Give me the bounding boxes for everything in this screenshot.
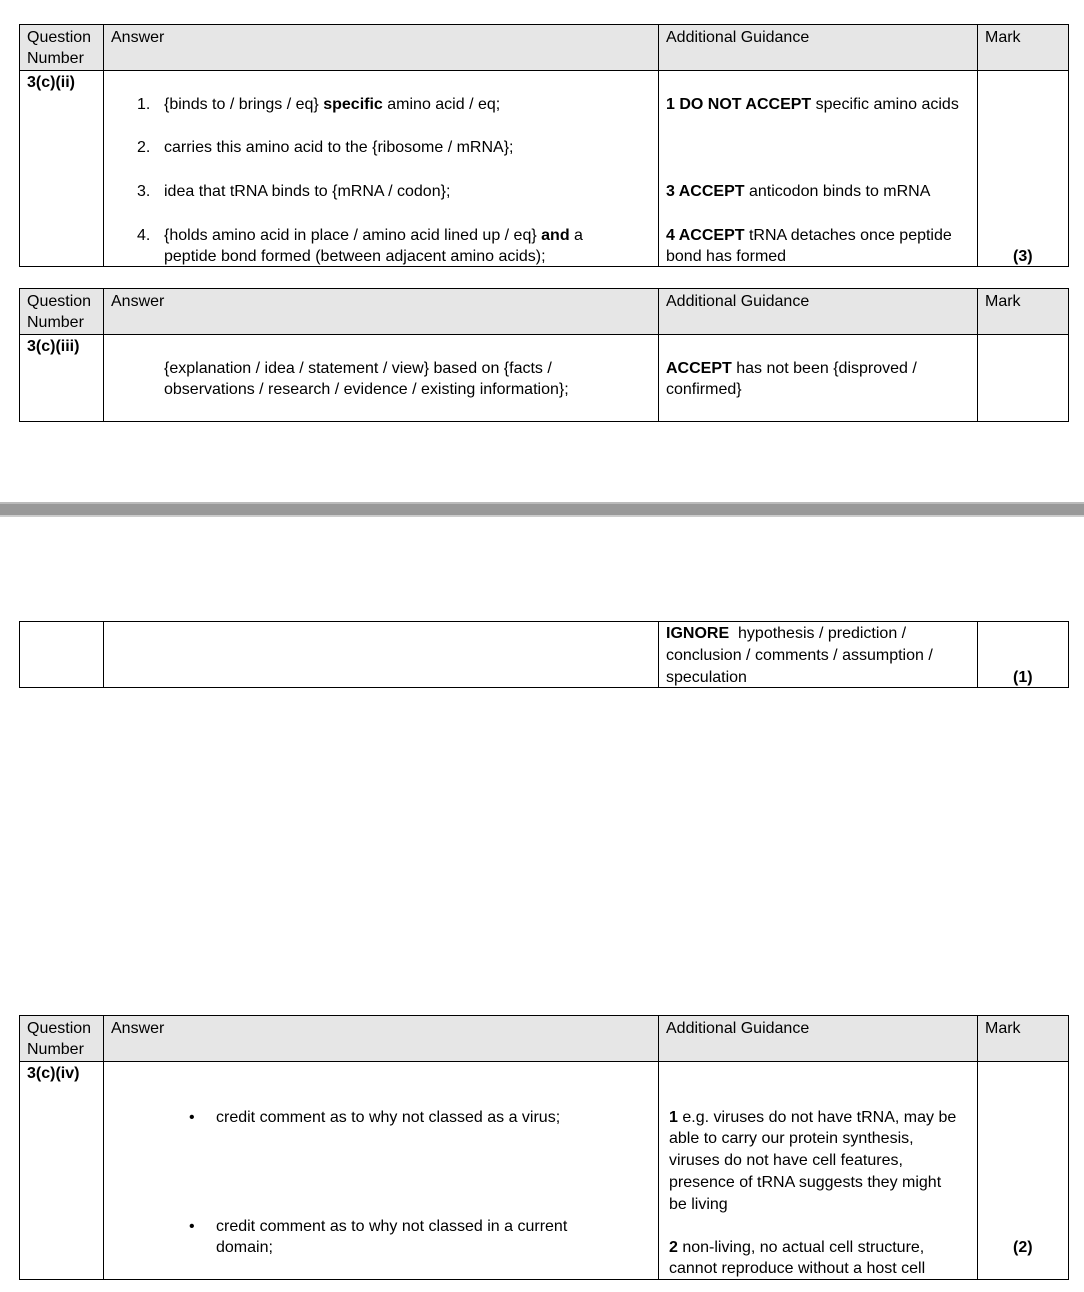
guidance-1-cont: presence of tRNA suggests they might <box>669 1174 942 1191</box>
header-number: Number <box>27 1041 84 1058</box>
header-answer: Answer <box>111 1020 165 1037</box>
guidance-4: 4 ACCEPT tRNA detaches once peptide <box>666 227 952 244</box>
answer-number: 4. <box>137 227 151 244</box>
header-answer: Answer <box>111 29 165 46</box>
header-number: Number <box>27 314 84 331</box>
header-guidance: Additional Guidance <box>666 293 810 310</box>
guidance-1-cont: be living <box>669 1196 728 1213</box>
answer-number: 2. <box>137 139 151 156</box>
guidance-text: ACCEPT has not been {disproved / <box>666 360 917 377</box>
page-divider <box>0 502 1084 517</box>
mark-value: (1) <box>1013 669 1033 686</box>
mark-scheme-table-3ciii <box>19 288 1069 422</box>
answer-bullet-1: credit comment as to why not classed as a virus; <box>216 1109 561 1126</box>
header-question: Question <box>27 1020 92 1037</box>
header-answer: Answer <box>111 293 165 310</box>
header-mark: Mark <box>985 1020 1021 1037</box>
answer-point-4-cont: peptide bond formed (between adjacent amino acids); <box>164 248 546 265</box>
answer-bullet-2: credit comment as to why not classed in a current <box>216 1218 568 1235</box>
bullet-icon: • <box>189 1218 195 1235</box>
mark-scheme-table-3civ <box>19 1015 1069 1280</box>
answer-point-2: carries this amino acid to the {ribosome / mRNA}; <box>164 139 514 156</box>
answer-point-3: idea that tRNA binds to {mRNA / codon}; <box>164 183 451 200</box>
table-header <box>20 1016 1068 1062</box>
header-mark: Mark <box>985 293 1021 310</box>
header-guidance: Additional Guidance <box>666 29 810 46</box>
mark-scheme-table-3cii <box>19 24 1069 267</box>
guidance-4-cont: bond has formed <box>666 248 787 265</box>
guidance-text-cont: conclusion / comments / assumption / <box>666 647 933 664</box>
question-number: 3(c)(iii) <box>27 338 80 355</box>
table-header <box>20 289 1068 335</box>
answer-point-4: {holds amino acid in place / amino acid lined up / eq} and a <box>164 227 583 244</box>
mark-value: (3) <box>1013 248 1033 265</box>
answer-bullet-2-cont: domain; <box>216 1239 273 1256</box>
guidance-3: 3 ACCEPT anticodon binds to mRNA <box>666 183 931 200</box>
answer-number: 3. <box>137 183 151 200</box>
guidance-2: 2 non-living, no actual cell structure, <box>669 1239 925 1256</box>
header-mark: Mark <box>985 29 1021 46</box>
question-number: 3(c)(ii) <box>27 74 75 91</box>
table-header <box>20 25 1068 71</box>
answer-text-cont: observations / research / evidence / existing information}; <box>164 381 569 398</box>
guidance-1-cont: able to carry our protein synthesis, <box>669 1130 914 1147</box>
mark-scheme-table-3ciii-cont <box>19 621 1069 688</box>
guidance-text: IGNORE hypothesis / prediction / <box>666 625 907 642</box>
header-number: Number <box>27 50 84 67</box>
answer-text: {explanation / idea / statement / view} based on {facts / <box>164 360 552 377</box>
guidance-text-cont: speculation <box>666 669 747 686</box>
guidance-1: 1 e.g. viruses do not have tRNA, may be <box>669 1109 957 1126</box>
answer-point-1: {binds to / brings / eq} specific amino acid / eq; <box>164 96 501 113</box>
answer-number: 1. <box>137 96 151 113</box>
header-question: Question <box>27 29 92 46</box>
question-number: 3(c)(iv) <box>27 1065 80 1082</box>
guidance-1-cont: viruses do not have cell features, <box>669 1152 903 1169</box>
guidance-2-cont: cannot reproduce without a host cell <box>669 1260 926 1277</box>
guidance-text-cont: confirmed} <box>666 381 742 398</box>
bullet-icon: • <box>189 1109 195 1126</box>
header-question: Question <box>27 293 92 310</box>
guidance-1: 1 DO NOT ACCEPT specific amino acids <box>666 96 959 113</box>
header-guidance: Additional Guidance <box>666 1020 810 1037</box>
mark-value: (2) <box>1013 1239 1033 1256</box>
